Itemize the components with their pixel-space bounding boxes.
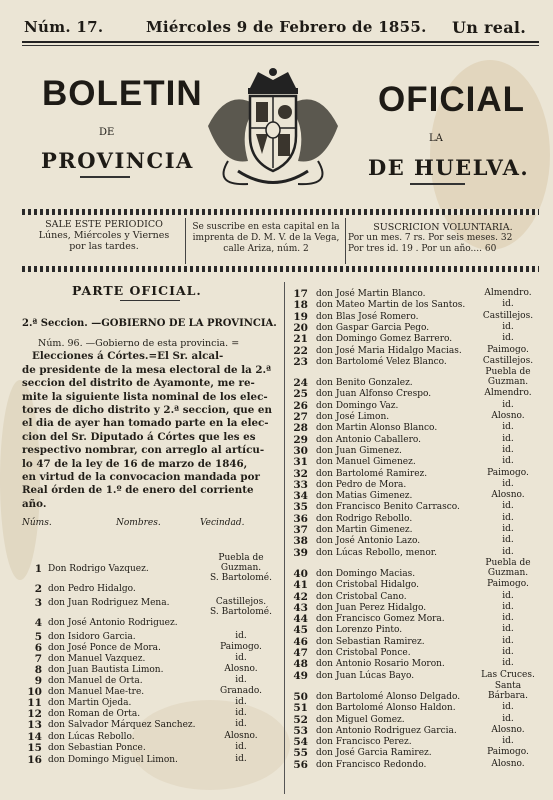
elector-number: 10	[27, 686, 42, 698]
section-heading: 2.ª Seccion. —GOBIERNO DE LA PROVINCIA.	[22, 318, 277, 329]
elector-number: 29	[293, 433, 308, 446]
elector-residence: id.	[235, 754, 247, 764]
elector-number: 33	[293, 478, 308, 491]
elector-row	[288, 714, 540, 726]
elector-residence: id.	[502, 601, 514, 612]
elector-number: 6	[34, 642, 42, 654]
elector-row	[22, 573, 278, 595]
elector-residence: id.	[502, 444, 514, 455]
elector-residence: id.	[235, 708, 247, 718]
elector-number: 36	[293, 512, 308, 525]
elector-residence: id.	[502, 433, 514, 444]
elector-residence: id.	[502, 713, 514, 724]
elector-number: 53	[293, 724, 308, 737]
elector-name: don Manuel Mae-tre.	[48, 687, 145, 697]
elector-residence: id.	[502, 647, 514, 657]
elector-name: don Lúcas Rebollo.	[48, 732, 135, 742]
elector-residence: id.	[502, 478, 514, 489]
elector-number: 35	[293, 501, 308, 514]
elector-number: 41	[293, 579, 308, 592]
elector-name: don José Limon.	[316, 412, 390, 422]
elector-row	[288, 356, 540, 368]
elector-name: don Gaspar Garcia Pego.	[316, 322, 430, 333]
elector-residence: id.	[502, 333, 514, 344]
elector-residence: Alosno.	[224, 664, 258, 674]
elector-number: 7	[34, 653, 42, 665]
elector-name: don José Garcia Ramirez.	[316, 748, 432, 759]
elector-row	[288, 311, 540, 323]
elector-row	[288, 624, 540, 636]
elector-row	[288, 636, 540, 648]
elector-number: 5	[34, 631, 42, 643]
issue-number: Núm. 17.	[24, 18, 104, 36]
elector-row	[288, 411, 540, 423]
info-divider-1	[185, 218, 186, 264]
elector-row	[288, 445, 540, 457]
elector-residence: Castillejos.	[482, 310, 534, 321]
elector-number: 27	[293, 411, 308, 423]
elector-name: don Antonio Rosario Moron.	[316, 659, 445, 670]
elector-name: don Manuel Vazquez.	[48, 654, 146, 664]
elector-name: don Cristobal Ponce.	[316, 648, 411, 658]
info-publication: SALE ESTE PERIODICO Lúnes, Miércoles y Viernes por las tardes.	[38, 219, 170, 252]
elector-number: 50	[293, 690, 308, 703]
elector-residence: Alosno.	[491, 490, 525, 501]
elector-name: don Francisco Perez.	[316, 737, 412, 748]
elector-residence: id.	[502, 299, 514, 310]
elector-row	[288, 388, 540, 400]
elector-residence: id.	[502, 546, 514, 557]
elector-residence: S. Bartolomé.	[210, 607, 272, 617]
elector-residence: Almendro.	[484, 388, 532, 399]
elector-number: 21	[293, 333, 308, 346]
elector-name: don Juan Alfonso Crespo.	[316, 389, 432, 400]
elector-row	[288, 591, 540, 603]
elector-name: don Martin Alonso Blanco.	[316, 423, 438, 434]
elector-row	[288, 579, 540, 591]
elector-residence: Paimogo.	[487, 344, 529, 355]
info-subscription-rates: SUSCRICION VOLUNTARIA. Por un mes. 7 rs. Por seis meses. 32 Por tres id. 19 . Por un año.... 60	[348, 222, 513, 254]
elector-residence: id.	[235, 697, 247, 707]
elector-residence: S. Bartolomé.	[210, 573, 272, 583]
elector-row	[288, 680, 540, 703]
elector-name: don Juan Perez Hidalgo.	[316, 602, 427, 613]
elector-row	[288, 299, 540, 311]
elector-row	[288, 547, 540, 559]
elector-row	[288, 658, 540, 670]
elector-name: don Domingo Miguel Limon.	[48, 755, 178, 765]
elector-number: 14	[27, 731, 42, 743]
elector-name: don Bartolomé Velez Blanco.	[316, 356, 447, 367]
elector-residence: id.	[502, 512, 514, 523]
elector-number: 16	[27, 754, 42, 766]
elector-row	[288, 490, 540, 502]
elector-residence: id.	[235, 653, 247, 663]
elector-residence: id.	[502, 321, 514, 332]
elector-number: 43	[293, 601, 308, 614]
elector-name: don Martin Ojeda.	[48, 698, 132, 708]
decorative-border-top	[22, 209, 539, 215]
elector-row	[288, 647, 540, 659]
elector-residence: id.	[502, 456, 514, 467]
elector-row	[288, 422, 540, 434]
elector-number: 30	[293, 444, 308, 457]
elector-number: 25	[293, 388, 308, 401]
elector-name: don Juan Rodriguez Mena.	[48, 598, 170, 608]
elector-name: don Lorenzo Pinto.	[316, 625, 403, 636]
elector-name: don Benito Gonzalez.	[316, 378, 413, 389]
elector-number: 47	[293, 647, 308, 659]
elector-residence: id.	[502, 635, 514, 646]
elector-name: don Salvador Márquez Sanchez.	[48, 720, 196, 730]
elector-name: Don Rodrigo Vazquez.	[48, 564, 149, 574]
elector-residence: Paimogo.	[220, 642, 262, 652]
elector-residence: id.	[502, 613, 514, 624]
elector-row	[288, 524, 540, 536]
elector-name: don Bartolomé Ramirez.	[316, 468, 428, 479]
title-provincia: PROVINCIA	[41, 148, 194, 173]
elector-row	[288, 333, 540, 345]
elector-name: don Lúcas Rebollo, menor.	[316, 547, 437, 558]
parte-oficial-heading: PARTE OFICIAL.	[72, 283, 202, 298]
elector-number: 24	[293, 377, 308, 390]
title-de-huelva: DE HUELVA.	[368, 155, 530, 180]
elector-name: don Isidoro Garcia.	[48, 632, 136, 642]
elector-residence: id.	[502, 422, 514, 433]
elector-name: don Juan Lúcas Bayo.	[316, 670, 415, 681]
elector-name: don Blas José Romero.	[316, 311, 419, 322]
elector-number: 45	[293, 624, 308, 637]
elector-number: 31	[293, 456, 308, 469]
elector-row	[288, 747, 540, 759]
info-subscription-place: Se suscribe en esta capital en la imprenta de D. M. V. de la Vega, calle Ariza, núm. 2	[192, 222, 340, 254]
elector-residence: id.	[235, 675, 247, 685]
elector-residence: id.	[502, 524, 514, 534]
elector-residence: Puebla de Guzman.	[218, 553, 264, 573]
elector-row	[288, 513, 540, 525]
elector-row	[288, 468, 540, 480]
elector-number: 39	[293, 546, 308, 559]
elector-row	[288, 288, 540, 300]
elector-row	[22, 607, 278, 629]
elector-row	[288, 434, 540, 446]
elector-number: 22	[293, 344, 308, 357]
elector-row	[288, 736, 540, 748]
elector-number: 2	[34, 583, 42, 595]
elector-residence: Paimogo.	[487, 579, 529, 590]
elector-number: 15	[27, 742, 42, 754]
elector-row	[288, 479, 540, 491]
elector-residence: id.	[502, 501, 514, 512]
elector-name: don Rodrigo Rebollo.	[316, 513, 413, 524]
elector-residence: Castillejos.	[482, 355, 534, 366]
elector-number: 23	[293, 355, 308, 368]
elector-number: 1	[34, 563, 42, 575]
elector-name: don Francisco Redondo.	[316, 759, 427, 770]
elector-residence: Puebla de Guzman.	[485, 557, 531, 578]
elector-name: don Domingo Vaz.	[316, 400, 399, 411]
elector-number: 37	[293, 524, 308, 536]
elector-number: 3	[34, 597, 42, 609]
elector-name: don Sebastian Ramirez.	[316, 636, 425, 647]
elector-number: 38	[293, 535, 308, 548]
elector-name: don Manuel de Orta.	[48, 676, 143, 686]
elector-name: don Manuel Gimenez.	[316, 457, 416, 468]
elector-name: don José Maria Hidalgo Macias.	[316, 345, 462, 356]
elector-residence: Paimogo.	[487, 467, 529, 478]
elector-name: don Pedro Hidalgo.	[48, 584, 136, 594]
column-divider	[284, 282, 285, 794]
elector-number: 28	[293, 422, 308, 435]
elector-row	[288, 613, 540, 625]
elector-row	[288, 400, 540, 412]
elector-number: 54	[293, 736, 308, 749]
elector-residence: id.	[235, 719, 247, 729]
elector-number: 12	[27, 708, 42, 720]
elector-name: don José Martin Blanco.	[316, 289, 426, 299]
elector-name: don Cristobal Hidalgo.	[316, 580, 420, 591]
elector-number: 9	[34, 675, 42, 687]
elector-residence: Puebla de Guzman.	[485, 367, 531, 388]
elector-name: don Francisco Benito Carrasco.	[316, 502, 460, 513]
info-divider-2	[345, 218, 346, 264]
elector-name: don Bartolomé Alonso Delgado.	[316, 691, 461, 702]
elector-residence: Santa Bárbara.	[488, 680, 528, 701]
elector-name: don Juan Bautista Limon.	[48, 665, 164, 675]
title-de: DE	[99, 127, 115, 138]
top-rule	[22, 41, 539, 43]
elector-name: don José Ponce de Mora.	[48, 643, 161, 653]
elector-name: don Domingo Gomez Barrero.	[316, 334, 453, 345]
elector-number: 19	[293, 310, 308, 323]
elector-residence: Castillejos.	[215, 597, 267, 607]
title-oficial: OFICIAL	[378, 80, 525, 119]
elector-number: 46	[293, 635, 308, 648]
elector-residence: Alosno.	[491, 411, 525, 421]
elector-row	[288, 702, 540, 714]
elector-residence: Alosno.	[491, 758, 525, 769]
elector-name: don Pedro de Mora.	[316, 479, 407, 490]
elector-residence: id.	[502, 535, 514, 546]
elector-row	[288, 535, 540, 547]
elector-residence: id.	[502, 399, 514, 410]
elector-number: 51	[293, 702, 308, 715]
elector-residence: id.	[235, 631, 247, 641]
elector-residence: Alosno.	[224, 731, 258, 741]
decorative-border-bottom	[22, 266, 539, 272]
elector-name: don Miguel Gomez.	[316, 714, 405, 725]
elector-residence: id.	[502, 590, 514, 601]
elector-row	[288, 345, 540, 357]
elector-residence: Granado.	[220, 686, 262, 696]
elector-name: don Antonio Caballero.	[316, 434, 422, 445]
elector-number: 44	[293, 613, 308, 626]
ornament-rule-left	[80, 176, 130, 178]
elector-number: 11	[27, 697, 42, 709]
elector-number: 49	[293, 669, 308, 682]
elector-residence: id.	[502, 702, 514, 713]
ornament-rule-right	[410, 183, 465, 185]
issue-date: Miércoles 9 de Febrero de 1855.	[146, 18, 427, 36]
elector-name: don Mateo Martin de los Santos.	[316, 300, 466, 311]
elector-name: don Martin Gimenez.	[316, 525, 413, 535]
elector-row	[22, 742, 278, 754]
issue-price: Un real.	[452, 18, 527, 37]
elector-row	[288, 322, 540, 334]
coat-of-arms-emblem	[198, 66, 348, 196]
elector-name: don Domingo Macias.	[316, 568, 416, 579]
elector-number: 8	[34, 664, 42, 676]
elector-residence: Alosno.	[491, 724, 525, 735]
elector-row	[288, 759, 540, 771]
elector-number: 42	[293, 590, 308, 603]
elector-name: don Bartolomé Alonso Haldon.	[316, 703, 456, 714]
elector-row	[288, 367, 540, 390]
elector-number: 20	[293, 321, 308, 334]
col-header-names: Nombres.	[116, 518, 161, 528]
elector-number: 48	[293, 658, 308, 671]
elector-name: don Francisco Gomez Mora.	[316, 614, 445, 625]
elector-row	[288, 670, 540, 682]
elector-name: don Juan Gimenez.	[316, 445, 402, 456]
elector-number: 55	[293, 747, 308, 760]
elector-row	[288, 501, 540, 513]
elector-name: don Sebastian Ponce.	[48, 743, 146, 753]
elector-residence: id.	[235, 742, 247, 752]
top-rule-thin	[22, 45, 539, 46]
elector-row	[288, 456, 540, 468]
elector-number: 56	[293, 758, 308, 771]
elector-row	[22, 754, 278, 766]
elector-name: don Matias Gimenez.	[316, 491, 413, 502]
elector-name: don José Antonio Lazo.	[316, 536, 421, 547]
elector-number: 32	[293, 467, 308, 480]
elector-number: 13	[27, 719, 42, 731]
elector-name: don José Antonio Rodriguez.	[48, 618, 178, 628]
col-header-residence: Vecindad.	[200, 518, 245, 528]
elector-residence: Paimogo.	[487, 747, 529, 758]
elector-number: 40	[293, 567, 308, 580]
elector-name: don Roman de Orta.	[48, 709, 141, 719]
elector-residence: id.	[502, 624, 514, 635]
elector-name: don Cristobal Cano.	[316, 591, 407, 602]
elector-residence: Almendro.	[484, 288, 532, 298]
elector-residence: Las Cruces.	[481, 669, 535, 680]
title-boletin: BOLETIN	[42, 74, 203, 113]
elector-number: 26	[293, 399, 308, 412]
elector-number: 4	[34, 617, 42, 629]
elector-number: 18	[293, 299, 308, 312]
elector-residence: id.	[502, 736, 514, 747]
elector-residence: id.	[502, 658, 514, 669]
elector-row	[288, 725, 540, 737]
elector-row	[22, 719, 278, 731]
elector-row	[288, 602, 540, 614]
elector-number: 17	[293, 288, 308, 300]
elector-row	[288, 557, 540, 580]
title-la: LA	[429, 133, 443, 144]
elector-name: don Antonio Rodriguez Garcia.	[316, 725, 457, 736]
col-header-numbers: Núms.	[22, 518, 52, 528]
elector-number: 34	[293, 490, 308, 503]
heading-underline	[120, 300, 180, 301]
elector-number: 52	[293, 713, 308, 726]
announcement-paragraph: Núm. 96. —Gobierno de esta provincia. = Elecciones á Córtes.=El Sr. alcal- de presidente de la mesa electoral de la 2.ª seccion del distrito de Ayamonte, me re- mite la siguiente lista nominal de los elec- tores de dicho distrito y 2.ª seccion, que en el dia de ayer han tomado parte en la elec- cion del Sr. Diputado á Córtes que les es respectivo nombrar, con arreglo al artícu- lo 47 de la ley de 16 de marzo de 1846, en virtud de la convocacion mandada por Real órden de 1.º de enero del corriente año.	[22, 338, 272, 510]
